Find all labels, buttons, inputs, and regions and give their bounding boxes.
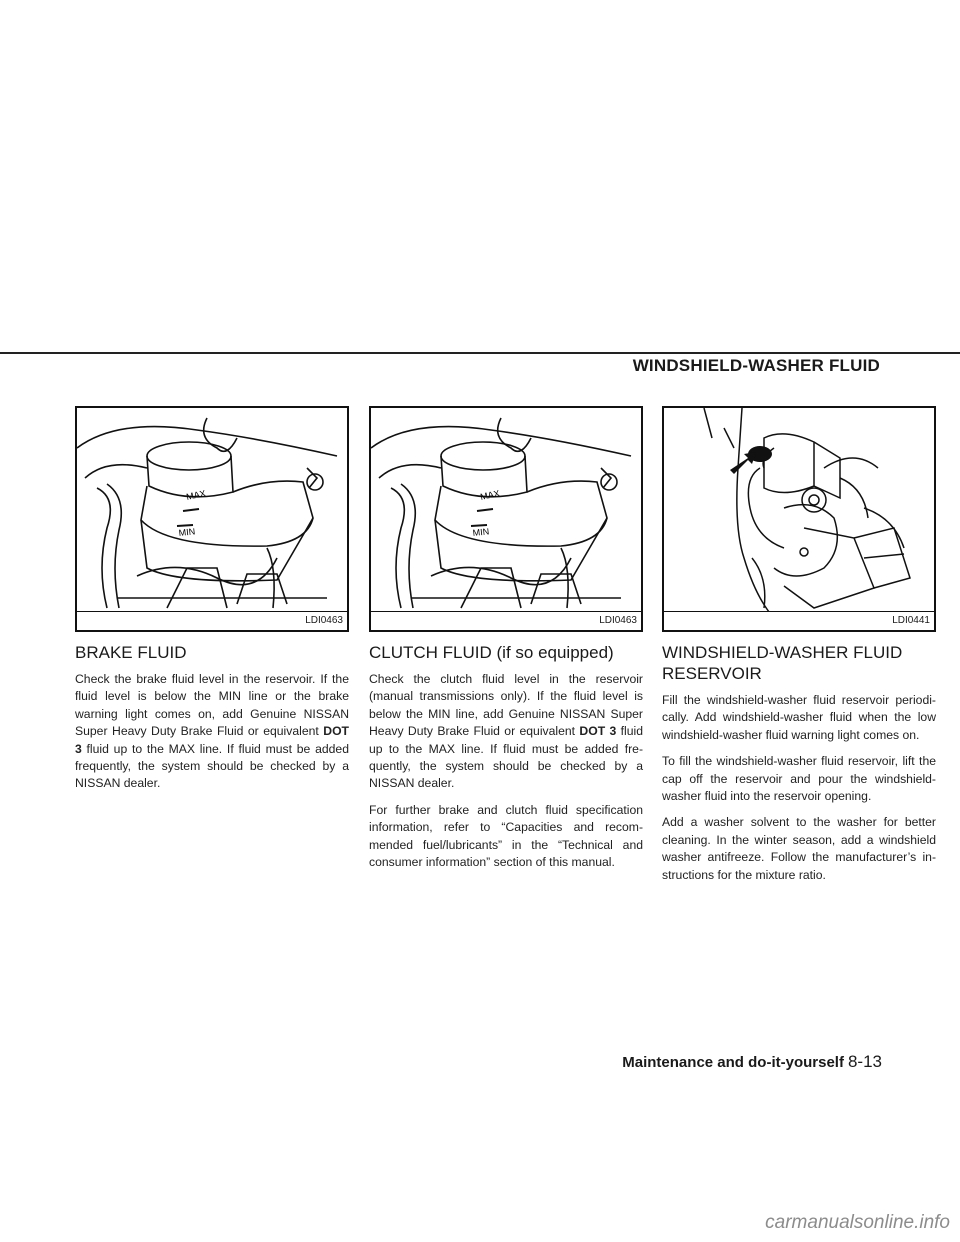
page-number: 8-13: [847, 1052, 882, 1071]
min-marker-text: MIN: [178, 526, 196, 538]
clutch-fluid-reference-text: For further brake and clutch fluid specification information, refer to “Capacities and recom- mended fuel/lubricants” in the “Technical and consumer information” section of this manual.: [369, 802, 643, 870]
washer-fluid-column: [662, 406, 936, 893]
section-rule: [0, 352, 960, 354]
min-marker-text: MIN: [472, 526, 490, 538]
washer-fluid-text-2: To fill the windshield-washer fluid reservoir, lift the cap off the reservoir and pour the windshield- washer fluid into the reservoir opening.: [662, 754, 936, 804]
washer-reservoir-figure: [662, 406, 936, 632]
page-footer: [622, 1052, 882, 1072]
clutch-fluid-text: Check the clutch fluid level in the reservoir (manual transmissions only). If the fluid level is below the MIN line, add Genuine NISSAN Super Heavy Duty Brake Fluid or equivalent DOT 3 fluid up to the MAX line. If fluid must be added fre- quently, the system should be checked by a NISSAN dealer.: [369, 672, 644, 791]
clutch-fluid-heading: CLUTCH FLUID (if so equipped): [369, 643, 614, 662]
washer-fluid-text-3: Add a washer solvent to the washer for better cleaning. In the winter season, add a windshield washer antifreeze. Follow the manufacturer’s in- structions for the mixture ratio.: [662, 815, 936, 882]
watermark: carmanualsonline.info: [765, 1212, 950, 1233]
washer-reservoir-illustration: [664, 408, 934, 630]
clutch-reservoir-illustration: [371, 408, 641, 630]
max-marker-text: MAX: [185, 488, 207, 502]
washer-fluid-text-1: Fill the windshield-washer fluid reservoir periodi- cally. Add windshield-washer fluid when the low windshield-washer fluid warning light comes on.: [662, 693, 936, 742]
clutch-reservoir-figure: [369, 406, 643, 632]
figure-label: LDI0463: [77, 611, 347, 630]
section-title: WINDSHIELD-WASHER FLUID: [632, 356, 880, 375]
brake-fluid-heading: BRAKE FLUID: [75, 643, 187, 662]
brake-fluid-text: Check the brake fluid level in the reservoir. If the fluid level is below the MIN line or the brake warning light comes on, add Genuine NISSAN Super Heavy Duty Brake Fluid or equivalent DOT 3 fluid up to the MAX line. If fluid must be added frequently, the system should be checked by a NISSAN dealer.: [75, 672, 349, 791]
figure-label: LDI0441: [664, 611, 934, 630]
brake-reservoir-figure: [75, 406, 349, 632]
washer-fluid-heading: WINDSHIELD-WASHER FLUID RESERVOIR: [662, 643, 903, 683]
footer-section-name: Maintenance and do-it-yourself: [622, 1054, 844, 1071]
brake-reservoir-illustration: [77, 408, 347, 630]
clutch-fluid-column: [369, 406, 643, 880]
brake-fluid-column: [75, 406, 349, 802]
figure-label: LDI0463: [371, 611, 641, 630]
max-marker-text: MAX: [479, 488, 501, 502]
